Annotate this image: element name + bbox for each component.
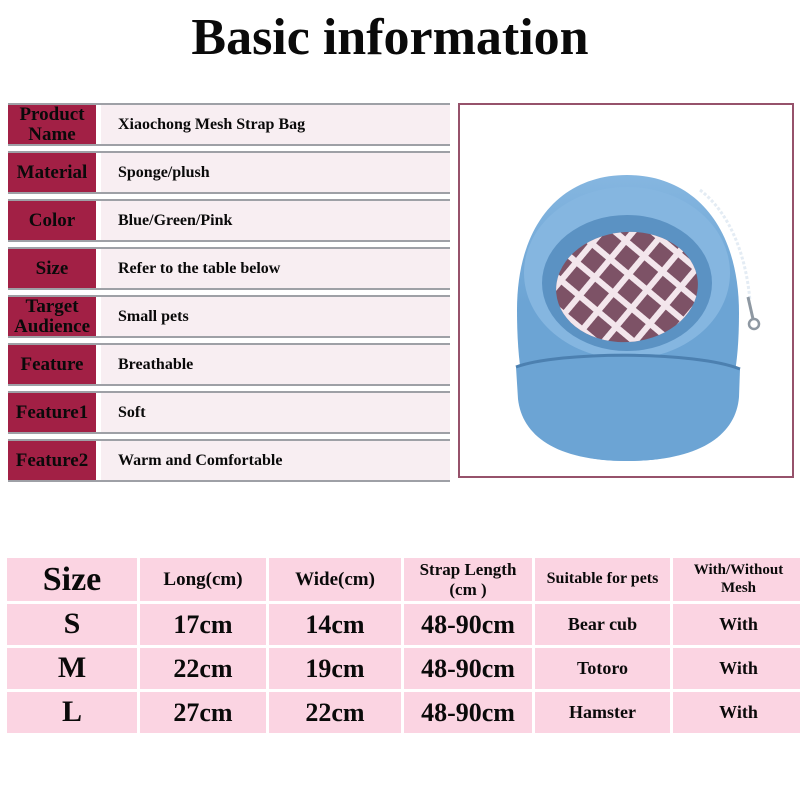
size-table-header-size: Size [7,558,137,601]
size-table-cell: With [673,692,800,733]
size-table-cell: 22cm [140,648,266,689]
info-label: Color [8,201,96,240]
info-value: Sponge/plush [101,153,450,192]
size-table-cell: L [7,692,137,733]
info-label: Feature2 [8,441,96,480]
size-table-cell: Hamster [535,692,670,733]
size-table-cell: 27cm [140,692,266,733]
product-photo [458,103,794,478]
size-table-cell: 19cm [269,648,401,689]
zipper-pull-strap [748,297,753,319]
zipper-pull-ring [749,319,759,329]
size-table-cell: With [673,604,800,645]
bag-front-pouch [516,354,740,461]
info-row-target-audience [8,295,450,338]
size-table-cell: S [7,604,137,645]
info-value: Breathable [101,345,450,384]
size-table-cell: M [7,648,137,689]
size-table-cell: 22cm [269,692,401,733]
size-table-cell: Bear cub [535,604,670,645]
basic-info-table [8,103,450,487]
info-row-material [8,151,450,194]
size-table-header-wide: Wide(cm) [269,558,401,601]
info-value: Blue/Green/Pink [101,201,450,240]
size-table-cell: 48-90cm [404,692,532,733]
info-row-color [8,199,450,242]
info-row-product-name [8,103,450,146]
info-value: Warm and Comfortable [101,441,450,480]
info-label: Target Audience [8,297,96,336]
info-row-feature [8,343,450,386]
info-row-feature2 [8,439,450,482]
pet-carrier-illustration [460,105,792,476]
info-label: Product Name [8,105,96,144]
info-value: Soft [101,393,450,432]
size-table-cell: Totoro [535,648,670,689]
size-table-cell: 14cm [269,604,401,645]
size-table-header-suitable-pets: Suitable for pets [535,558,670,601]
size-table-header-strap-length: Strap Length (cm ) [404,558,532,601]
size-table-header-long: Long(cm) [140,558,266,601]
info-label: Feature [8,345,96,384]
size-table-cell: 17cm [140,604,266,645]
info-label: Material [8,153,96,192]
info-value: Xiaochong Mesh Strap Bag [101,105,450,144]
size-table-header-mesh: With/Without Mesh [673,558,800,601]
size-table-cell: 48-90cm [404,648,532,689]
size-table-cell: 48-90cm [404,604,532,645]
page-title: Basic information [191,9,589,66]
info-label: Size [8,249,96,288]
info-row-size [8,247,450,290]
size-table-cell: With [673,648,800,689]
info-label: Feature1 [8,393,96,432]
info-value: Small pets [101,297,450,336]
info-row-feature1 [8,391,450,434]
size-chart-table [7,558,800,733]
info-value: Refer to the table below [101,249,450,288]
